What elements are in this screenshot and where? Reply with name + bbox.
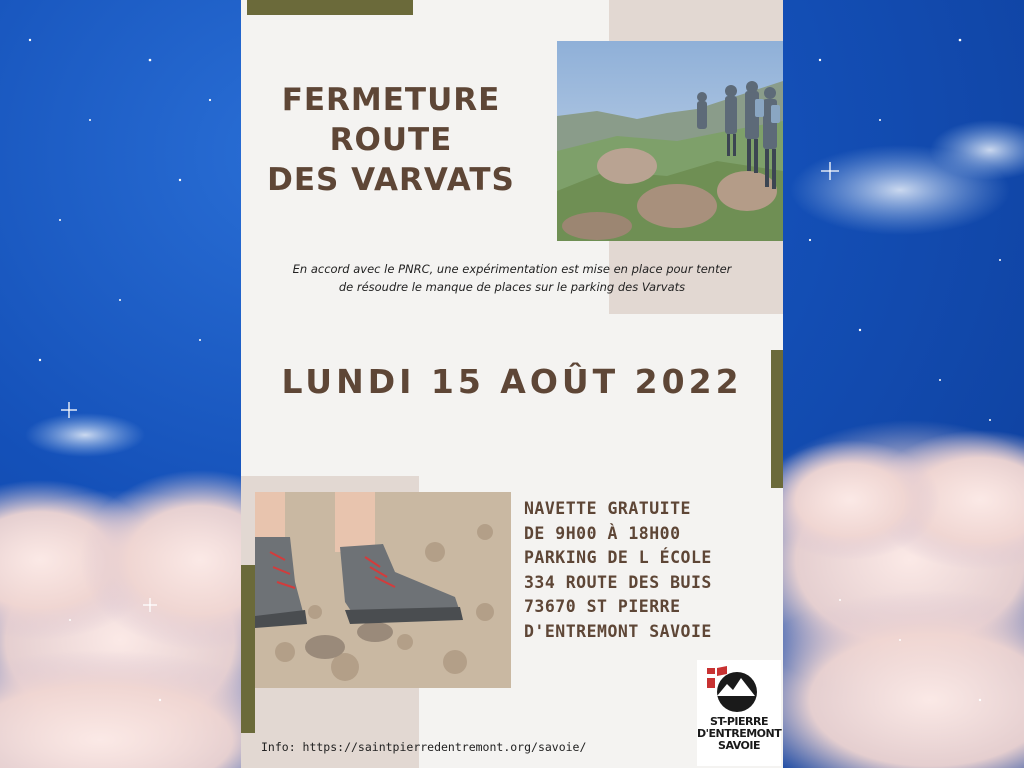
logo-emblem-icon [697, 660, 781, 716]
shuttle-line-3: PARKING DE L ÉCOLE [524, 548, 712, 567]
logo-line-2: D'ENTREMONT [697, 727, 782, 740]
logo-line-1: ST-PIERRE [710, 715, 768, 728]
event-date: LUNDI 15 AOÛT 2022 [281, 362, 743, 401]
poster-title [251, 80, 531, 200]
shuttle-line-1: NAVETTE GRATUITE [524, 499, 691, 518]
shuttle-line-4: 334 ROUTE DES BUIS [524, 572, 712, 592]
shuttle-info [524, 497, 712, 644]
right-olive-bar [771, 350, 783, 488]
title-line-2: ROUTE [329, 122, 453, 158]
top-olive-bar [247, 0, 413, 15]
intro-line-1: En accord avec le PNRC, une expérimentation est mise en place pour tenter [292, 262, 732, 276]
hikers-photo [557, 41, 783, 241]
shuttle-line-2: DE 9H00 À 18H00 [524, 523, 681, 543]
shuttle-line-5: 73670 ST PIERRE [524, 597, 681, 616]
intro-line-2: de résoudre le manque de places sur le parking des Varvats [338, 280, 686, 294]
title-line-3: DES VARVATS [267, 162, 515, 198]
boots-photo [255, 492, 511, 688]
village-logo [697, 660, 781, 766]
logo-line-3: SAVOIE [718, 739, 760, 752]
logo-text [697, 716, 781, 752]
intro-text [241, 260, 783, 296]
title-line-1: FERMETURE [281, 82, 501, 118]
poster [241, 0, 783, 768]
shuttle-line-6: D'ENTREMONT SAVOIE [524, 621, 712, 641]
boots-image [255, 492, 511, 688]
left-olive-bar [241, 565, 255, 733]
hikers-image [557, 41, 783, 241]
info-url: Info: https://saintpierredentremont.org/savoie/ [261, 740, 587, 754]
